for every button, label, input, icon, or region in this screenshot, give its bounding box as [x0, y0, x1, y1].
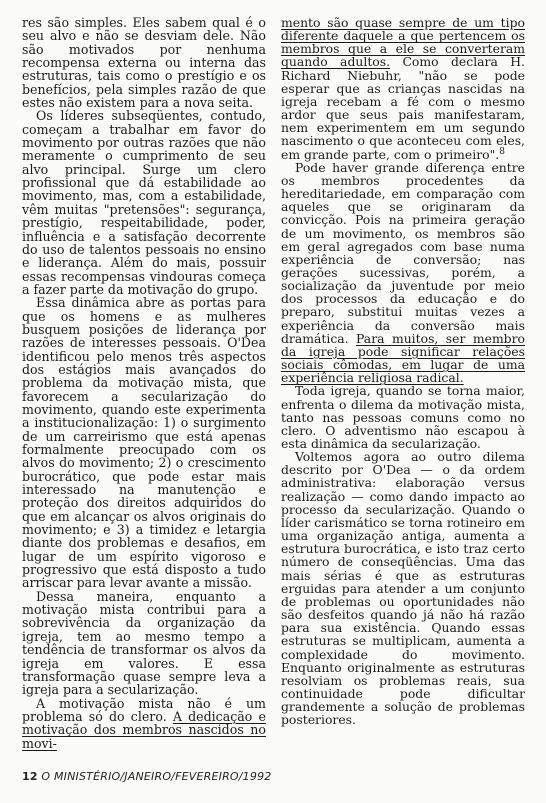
- right-column: [281, 16, 525, 726]
- text-run: A motivação mista não é um problema só do clero.: [22, 695, 266, 724]
- paragraph: [22, 697, 266, 750]
- footnote-reference: 8: [499, 146, 505, 157]
- page-footer: [22, 770, 271, 783]
- text-run: Como declara H. Richard Niebuhr, "não se pode esperar que as crianças nascidas na igreja recebam a fé com o mesmo ardor que seus pais manifestaram, nem experimentem em um segundo nascimento o que aconteceu com eles, em grande parte, com o primeiro".: [281, 54, 525, 162]
- paragraph: [281, 16, 525, 161]
- paragraph: Essa dinâmica abre as portas para que os homens e as mulheres busquem posições de liderança por razões de interesses pessoais. O'Dea identificou pelo menos três aspectos dos estágios mais avançados do problema da motivação mista, que favorecem a secularização do movimento, quando este experimenta a institucionalização: 1) o surgimento de um carreirismo que está apenas formalmente preocupado com os alvos do movimento; 2) o crescimento burocrático, que pode estar mais interessado na manutenção e proteção dos direitos adquiridos do que em alcançar os alvos originais do movimento; e 3) a timidez e letargia diante dos problemas e desafios, em lugar de um espírito vigoroso e progressivo que está disposto a tudo arriscar para levar avante a missão.: [22, 295, 266, 591]
- paragraph: Dessa maneira, enquanto a motivação mista contribui para a sobrevivência da organização da igreja, tem ao mesmo tempo a tendência de transformar os alvos da igreja em valores. E essa transformação quase sempre leva a igreja para a secularização.: [22, 588, 266, 698]
- page-number: 12: [22, 770, 38, 783]
- paragraph: res são simples. Eles sabem qual é o seu alvo e não se desviam dele. Não são motivados por nenhuma recompensa externa ou interna das estruturas, tais como o prestígio e os benefícios, pela simples razão de que estes não existem para a nova seita.: [22, 15, 266, 111]
- paragraph: [281, 161, 525, 385]
- text-run: Pode haver grande diferença entre os membros procedentes da hereditariedade, em comparação com aqueles que se originaram da convicção. Pois na primeira geração de um movimento, os membros são em geral agregados com base numa experiência de conversão; nas gerações sucessivas, porém, a socialização da juventude por meio dos processos da educação e do preparo, substitui muitas vezes a experiência da conversão mais dramática.: [281, 159, 525, 346]
- paragraph: Toda igreja, quando se torna maior, enfrenta o dilema da motivação mista, tanto nas pessoas comuns como no clero. O adventismo não escapou à esta dinâmica da secularização.: [281, 383, 525, 451]
- underlined-passage: A dedicação e motivação dos membros nascidos no movi-: [22, 708, 266, 751]
- paragraph: Os líderes subseqüentes, contudo, começam a trabalhar em favor do movimento por outras razões que não meramente o cumprimento de seu alvo principal. Surge um clero profissional que dá estabilidade ao movimento, mas, com a estabilidade, vêm muitas "pretensões": segurança, prestígio, respeitabilidade, poder, influência e a satisfação decorrente do uso de talentos pessoais no ensino e liderança. Além do mais, possuir essas recompensas vindouras começa a fazer parte da motivação do grupo.: [22, 108, 266, 297]
- underlined-passage: Para muitos, ser membro da igreja pode significar relações sociais cômodas, em lugar de uma experiência religiosa radical.: [281, 330, 526, 386]
- left-column: [22, 16, 266, 750]
- paragraph: Voltemos agora ao outro dilema descrito por O'Dea — o da ordem administrativa: elaboração versus realização — como dando impacto ao processo da secularização. Quando o líder carismático se torna rotineiro em uma organização antiga, aumenta a estrutura burocrática, e isto traz certo número de conseqüências. Uma das mais sérias é que as estruturas erguidas para atender a um conjunto de problemas ou oportunidades não são desfeitos quando já não há razão para sua existência. Quando essas estruturas se multiplicam, aumenta a complexidade do movimento. Enquanto originalmente as estruturas resolviam os problemas reais, sua continuidade pode dificultar grandemente a solução de problemas posteriores.: [281, 449, 525, 728]
- publication-line: O MINISTÉRIO/JANEIRO/FEVEREIRO/1992: [41, 770, 272, 783]
- underlined-passage: mento são quase sempre de um tipo diferente daquele a que pertencem os membros que a ele se converteram quando adultos.: [281, 15, 525, 70]
